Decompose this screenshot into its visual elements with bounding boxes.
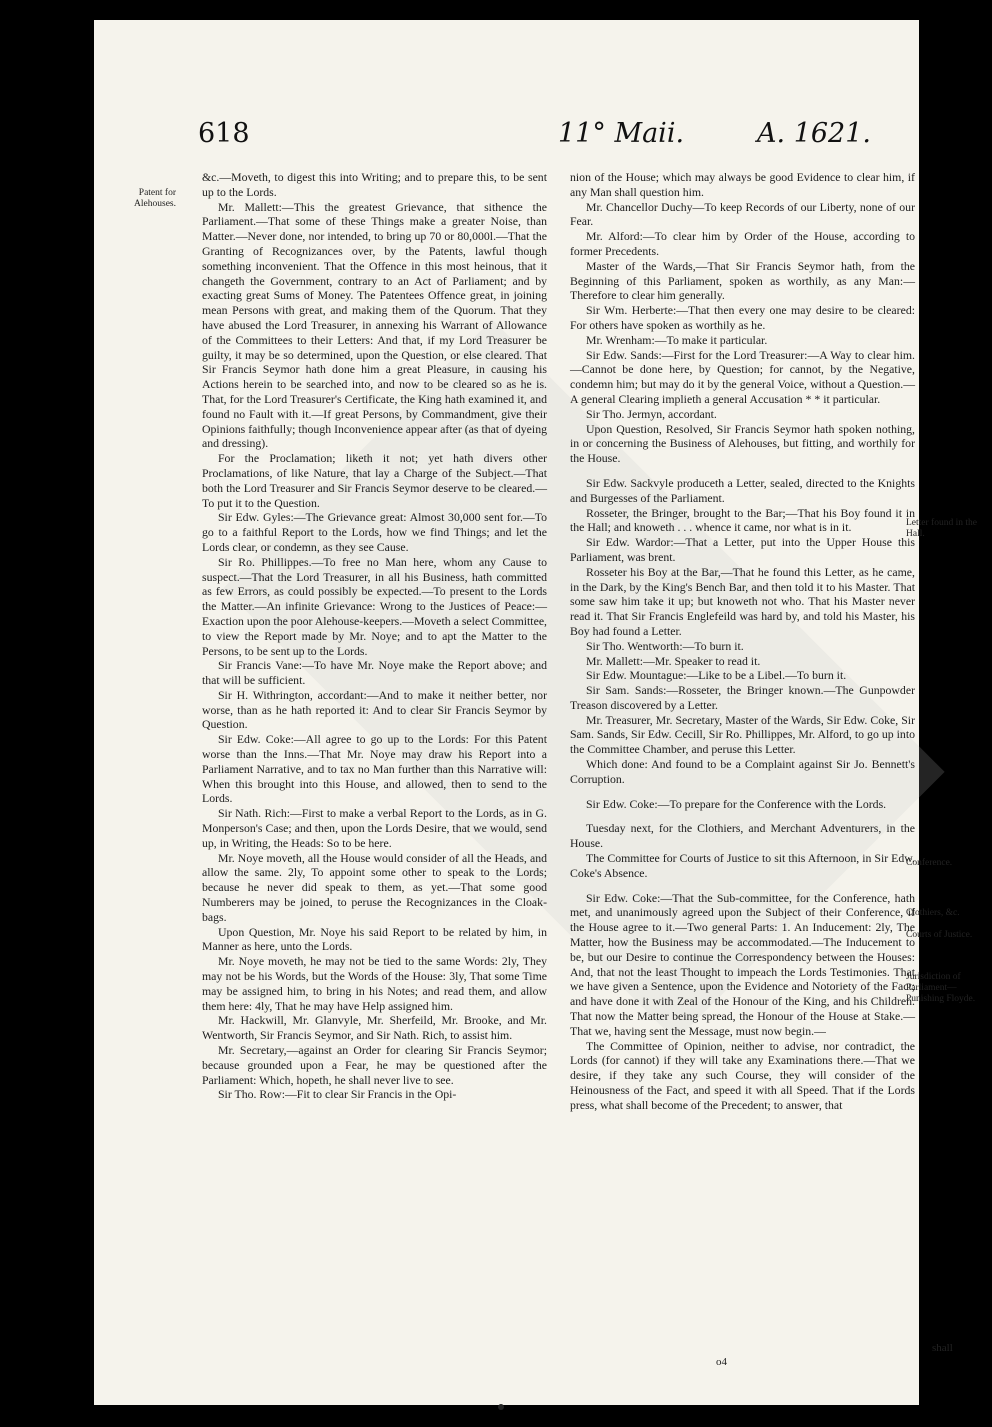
margin-note-clothiers: Clothiers, &c. (906, 908, 960, 918)
paragraph: Sir Tho. Row:—Fit to clear Sir Francis in the Opi- (218, 1087, 457, 1102)
paragraph: Sir Edw. Coke:—To prepare for the Conference with the Lords. (586, 796, 887, 811)
page-header (198, 118, 871, 162)
running-year: A. 1621. (757, 118, 871, 149)
paragraph: Sir Edw. Gyles:—The Grievance great: Almost 30,000 sent for.—To go to a faithful Report to the Lords, how we find Things; and let the Lords clear, or condemn, as they see Cause. (202, 510, 547, 554)
margin-note-conference: Conference. (906, 858, 953, 868)
paragraph: Sir Wm. Herberte:—That then every one may desire to be cleared: For others have spoken as worthily as he. (570, 303, 915, 332)
page-number: 618 (198, 118, 250, 149)
paragraph: Rosseter his Boy at the Bar,—That he found this Letter, as he came, in the Dark, by the King's Bench Bar, and then told it to his Master. That some saw him take it up; but knoweth not who. That his Master never read it. That Sir Francis Englefeild was hard by, and told his Master, his Boy had found a Letter. (570, 564, 915, 638)
margin-note-letter: Letter found in the Hall. (906, 518, 977, 539)
paragraph: Rosseter, the Bringer, brought to the Bar;—That his Boy found it in the Hall; and knoweth . . . whence it came, nor what is in it. (570, 505, 915, 535)
ink-dot (498, 1404, 504, 1410)
paragraph: Sir Sam. Sands:—Rosseter, the Bringer known.—The Gunpowder Treason discovered by a Letter. (570, 683, 915, 712)
paragraph: Sir Edw. Coke:—All agree to go up to the Lords: For this Patent worse than the Inns.—That Mr. Noye may draw his Report into a Parliament Narrative, and to tax no Man further than this Narrative will: When this brought into this House, and allowed, then to send to the Lords. (202, 732, 547, 806)
paragraph: Sir Francis Vane:—To have Mr. Noye make the Report above; and that will be sufficient. (202, 658, 547, 688)
paragraph: nion of the House; which may always be good Evidence to clear him, if any Man shall question him. (570, 170, 915, 199)
paragraph: Sir Edw. Coke:—That the Sub-committee, for the Conference, hath met, and unanimously agreed upon the Subject of their Conference, if the House agree to it.—Two general Parts: 1. An Inducement: 2ly, The Matter, how the Business may be accommodated.—The Inducement to be, but our Desire to continue the Correspondency between the Houses: And, that not the least Thought to impeach the Lords Testimonies. That we have given a Sentence, upon the Evidence and Notoriety of the Fact; and have done it with Zeal of the Honour of the King, and his Children. That now the Matter being spread, the Honour of the House at Stake.—That we, having sent the Message, must now begin.— (570, 890, 915, 1038)
paragraph: Sir Edw. Sands:—First for the Lord Treasurer:—A Way to clear him.—Cannot be done here, by Question; for cannot, by the Negative, condemn him; but may do it by the general Voice, without a Question.—A general Clearing implieth a general Accusation * * it particular. (570, 347, 915, 406)
running-date: 11° Maii. (558, 118, 685, 149)
paragraph: Sir Tho. Jermyn, accordant. (586, 406, 717, 421)
paragraph: Mr. Hackwill, Mr. Glanvyle, Mr. Sherfeild, Mr. Brooke, and Mr. Wentworth, Sir Francis Seymor, and Sir Nath. Rich, to assist him. (202, 1013, 547, 1043)
paragraph: Tuesday next, for the Clothiers, and Merchant Adventurers, in the House. (570, 821, 915, 851)
margin-note-courts: Courts of Justice. (906, 930, 973, 940)
paragraph: &c.—Moveth, to digest this into Writing; and to prepare this, to be sent up to the Lords. (202, 170, 547, 199)
paragraph: Mr. Treasurer, Mr. Secretary, Master of the Wards, Sir Edw. Coke, Sir Sam. Sands, Sir Edw. Cecill, Sir Ro. Phillippes, Mr. Alford, to go up into the Committee Chamber, and peruse this Letter. (570, 712, 915, 757)
margin-note-patent: Patent for Alehouses. (134, 188, 176, 209)
paragraph: Mr. Chancellor Duchy—To keep Records of our Liberty, none of our Fear. (570, 199, 915, 229)
paragraph: The Committee for Courts of Justice to sit this Afternoon, in Sir Edw. Coke's Absence. (570, 851, 915, 880)
paragraph: Which done: And found to be a Complaint against Sir Jo. Bennett's Corruption. (570, 757, 915, 786)
paragraph: Master of the Wards,—That Sir Francis Seymor hath, from the Beginning of this Parliament, spoken as worthily, as any Man:—Therefore to clear him generally. (570, 258, 915, 303)
paragraph: Upon Question, Resolved, Sir Francis Seymor hath spoken nothing, in or concerning the Business of Alehouses, but fitting, and worthily for the House. (570, 421, 915, 466)
paragraph: Mr. Alford:—To clear him by Order of the House, according to former Precedents. (570, 229, 915, 258)
document-page (94, 20, 977, 1405)
paragraph: Mr. Wrenham:—To make it particular. (586, 332, 768, 347)
paragraph: Upon Question, Mr. Noye his said Report to be related by him, in Manner as here, unto the Lords. (202, 924, 547, 954)
paragraph: Sir Ro. Phillippes.—To free no Man here, whom any Cause to suspect.—That the Lord Treasurer, in all his Business, hath committed as few Errors, as could possibly be expected.—To present to the Lords the Matter.—An infinite Grievance: Wrong to the Justices of Peace:—Exaction upon the poor Alehouse-keepers.—Moveth a select Committee, to view the Report made by Mr. Noye; and to apt the Matter to the Persons, to be sent up to the Lords. (202, 554, 547, 658)
paragraph: Sir Edw. Sackvyle produceth a Letter, sealed, directed to the Knights and Burgesses of the Parliament. (570, 475, 915, 505)
margin-note-jurisdiction: Jurisdiction of Parliament— Punishing Floyde. (906, 972, 976, 1004)
catchword: shall (932, 1342, 953, 1354)
paragraph: Sir Nath. Rich:—First to make a verbal Report to the Lords, as in G. Monperson's Case; and then, upon the Lords Desire, that we would, send up, in Writing, the Heads: So to be here. (202, 806, 547, 850)
right-column (570, 170, 915, 1113)
paragraph: Sir Tho. Wentworth:—To burn it. (586, 638, 744, 653)
paragraph: For the Proclamation; liketh it not; yet hath divers other Proclamations, of like Nature, that lay a Charge of the Subject.—That both the Lord Treasurer and Sir Francis Seymor deserve to be cleared.—To put it to the Question. (202, 451, 547, 510)
paragraph: Sir H. Withrington, accordant:—And to make it neither better, nor worse, than as he hath reported it: And to clear Sir Francis Seymor by Question. (202, 687, 547, 732)
paragraph: Sir Edw. Wardor:—That a Letter, put into the Upper House this Parliament, was brent. (570, 535, 915, 564)
paragraph: Mr. Mallett:—Mr. Speaker to read it. (586, 653, 761, 668)
paragraph: Sir Edw. Mountague:—Like to be a Libel.—To burn it. (586, 668, 847, 683)
paragraph: Mr. Mallett:—This the greatest Grievance, that sithence the Parliament.—That some of these Things make a greater Noise, than Matter.—Never done, nor intended, to bring up 70 or 80,000l.—That the Granting of Recognizances over, by the Patents, lawful though something inconvenient. That the Offence in this most heinous, that it changeth the Government, contrary to an Act of Parliament; and by exacting great Sums of Money. The Patentees Offence great, in joining mean Persons with great, and making them of the Quorum. That they have abused the Lord Treasurer, in annexing his Warrant of Allowance of the Committees to their Letters: And that, if my Lord Treasurer be guilty, it may be so determined, upon the Question, or else cleared. That Sir Francis Seymor hath done him a great Pleasure, in causing his Actions herein to be searched into, and now to be cleared so as he is. That, for the Lord Treasurer's Certificate, the King hath examined it, and found no Fault with it.—If great Persons, by Commandment, give their Opinions faithfully; though Inconvenience appear after (as that of dyeing and dressing). (202, 199, 547, 451)
paragraph: Mr. Noye moveth, all the House would consider of all the Heads, and allow the same. 2ly, To appoint some other to speak to the Lords; because he never did speak to them, as yet.—That some good Numberers may be joined, to peruse the Recognizances in the Cloak-bags. (202, 850, 547, 924)
signature-mark: o4 (716, 1356, 727, 1368)
paragraph: The Committee of Opinion, neither to advise, nor contradict, the Lords (for cannot) if they will take any Examinations there.—That we desire, if they take any such Course, they will consider of the Heinousness of the Fact, and speed it with all Speed. That if the Lords press, what shall become of the Precedent; to answer, that (570, 1038, 915, 1112)
paragraph: Mr. Noye moveth, he may not be tied to the same Words: 2ly, They may not be his Words, but the Words of the House: 3ly, That some Time may be assigned him, to bring in his Notes; and read them, and allow them here: 4ly, That he may have Help assigned him. (202, 954, 547, 1013)
paragraph: Mr. Secretary,—against an Order for clearing Sir Francis Seymor; because grounded upon a Fear, he may be questioned after the Parliament: Which, hopeth, he shall never live to see. (202, 1043, 547, 1087)
left-column (202, 170, 547, 1102)
